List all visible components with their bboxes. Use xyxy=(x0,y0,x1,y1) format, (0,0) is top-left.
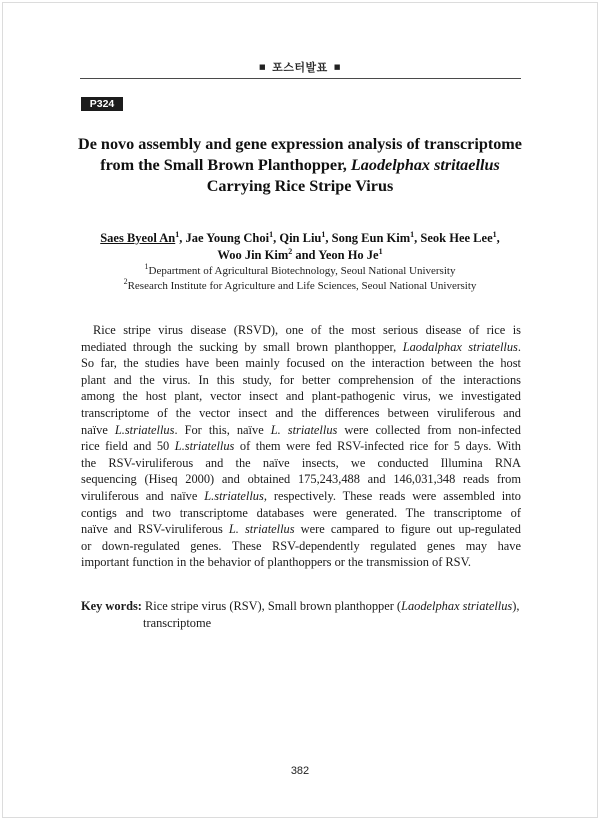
abstract-text: naïve xyxy=(81,422,115,437)
author-list xyxy=(60,230,540,264)
square-bullet-icon: ■ xyxy=(259,63,267,71)
abstract-text: of them were fed RSV-infected rice for 5 days. With xyxy=(234,439,521,454)
species-name: Laodalphax striatellus xyxy=(402,339,518,354)
abstract-line: sequencing (Hiseq 2000) and obtained 175,243,488 and 146,031,348 reads from xyxy=(81,472,521,487)
affiliation-line xyxy=(60,264,540,279)
author-affiliation-mark: 1 xyxy=(321,230,326,239)
abstract-line: transcriptome of the vector insect and the differences between viruliferous and xyxy=(81,405,521,420)
abstract-text: were campared to figure out up-regulated xyxy=(294,522,522,537)
abstract-line: So far, the studies have been mainly focused on the interaction between the host xyxy=(81,356,521,371)
abstract-line: Rice stripe virus disease (RSVD), one of the most serious disease of rice is xyxy=(93,323,521,337)
affiliation-line xyxy=(60,279,540,294)
title-species: Laodelphax stritaellus xyxy=(350,156,500,174)
title-text: from the Small Brown Planthopper, xyxy=(100,156,351,174)
author-line xyxy=(60,247,540,264)
keywords-label: Key words: xyxy=(81,599,142,613)
author-affiliation-mark: 2 xyxy=(288,247,293,256)
keywords-line xyxy=(81,599,519,613)
keywords-text: Rice stripe virus (RSV), Small brown planthopper ( xyxy=(141,599,402,613)
abstract-line: contigs and two transcriptome databases were generated. The transcriptome of xyxy=(81,505,521,520)
title-line: De novo assembly and gene expression analysis of transcriptome xyxy=(78,135,522,153)
abstract-line: plant and the virus. In this study, for better comprehension of the interactions xyxy=(81,372,521,387)
author-name: Yeon Ho Je xyxy=(318,248,379,262)
abstract-text: naïve and RSV-viruliferous xyxy=(81,522,229,537)
poster-number-badge: P324 xyxy=(81,97,123,111)
author-affiliation-mark: 1 xyxy=(269,230,274,239)
author-affiliation-mark: 1 xyxy=(492,230,497,239)
abstract-text: . For this, naïve xyxy=(174,422,271,437)
affiliation-mark: 2 xyxy=(123,277,128,286)
affiliation-text: Department of Agricultural Biotechnology, Seoul National University xyxy=(148,265,456,277)
abstract-body xyxy=(81,322,521,571)
abstract-line xyxy=(81,521,521,538)
author-name: Saes Byeol An xyxy=(100,231,176,245)
abstract-text: . xyxy=(517,339,521,354)
paper-title xyxy=(60,134,540,197)
author-name: Seok Hee Lee xyxy=(420,231,493,245)
header-divider xyxy=(80,78,521,79)
abstract-text: viruliferous and naïve xyxy=(81,488,205,503)
author-name: Song Eun Kim xyxy=(331,231,411,245)
section-header xyxy=(0,59,600,75)
abstract-text: were collected from non-infected xyxy=(337,422,521,437)
abstract-text: mediated through the sucking by small brown planthopper, xyxy=(81,339,403,354)
species-name: L. striatellus xyxy=(228,522,295,537)
author-name: Jae Young Choi xyxy=(185,231,270,245)
abstract-line: or down-regulated genes. These RSV-dependently regulated genes may have xyxy=(81,538,521,553)
keywords-text: ), xyxy=(512,599,520,613)
abstract-text: respectively. These reads were assembled into xyxy=(266,488,521,503)
square-bullet-icon: ■ xyxy=(333,63,341,71)
page-number: 382 xyxy=(290,765,310,777)
abstract-line xyxy=(81,339,521,356)
species-name: Laodelphax striatellus xyxy=(401,599,513,613)
abstract-line xyxy=(81,488,521,505)
abstract-line: important function in the behavior of planthoppers or the transmission of RSV. xyxy=(81,555,472,570)
author-affiliation-mark: 1 xyxy=(410,230,415,239)
author-conjunction: and xyxy=(295,248,316,262)
title-line: Carrying Rice Stripe Virus xyxy=(206,177,394,195)
keywords-text: transcriptome xyxy=(143,616,212,630)
author-line: Saes Byeol An$^1$, Jae Young Choi$^1$, Qin Liu$^1$, Song Eun Kim$^1$, Seok Hee Lee$^1$, xyxy=(100,230,500,245)
species-name: L. striatellus xyxy=(270,422,338,437)
author-name: Woo Jin Kim xyxy=(217,248,289,262)
abstract-line: the RSV-viruliferous and the naïve insects, we conducted Illumina RNA xyxy=(81,455,521,470)
author-affiliation-mark: 1 xyxy=(175,230,180,239)
species-name: L.striatellus, xyxy=(204,488,267,503)
abstract-line xyxy=(81,422,521,439)
abstract-text: rice field and 50 xyxy=(81,439,175,454)
affiliations xyxy=(60,264,540,294)
author-name: Qin Liu xyxy=(279,231,322,245)
keywords xyxy=(81,598,531,632)
species-name: L.striatellus xyxy=(174,439,235,454)
abstract-line xyxy=(81,438,521,455)
section-title: 포스터발표 xyxy=(272,61,328,74)
affiliation-text: Research Institute for Agriculture and Life Sciences, Seoul National University xyxy=(127,280,477,292)
abstract-line: among the host plant, vector insect and plant-pathogenic virus, we investigated xyxy=(81,389,521,404)
title-line xyxy=(60,155,540,176)
affiliation-mark: 1 xyxy=(144,262,149,271)
author-affiliation-mark: 1 xyxy=(378,247,383,256)
species-name: L.striatellus xyxy=(114,422,175,437)
